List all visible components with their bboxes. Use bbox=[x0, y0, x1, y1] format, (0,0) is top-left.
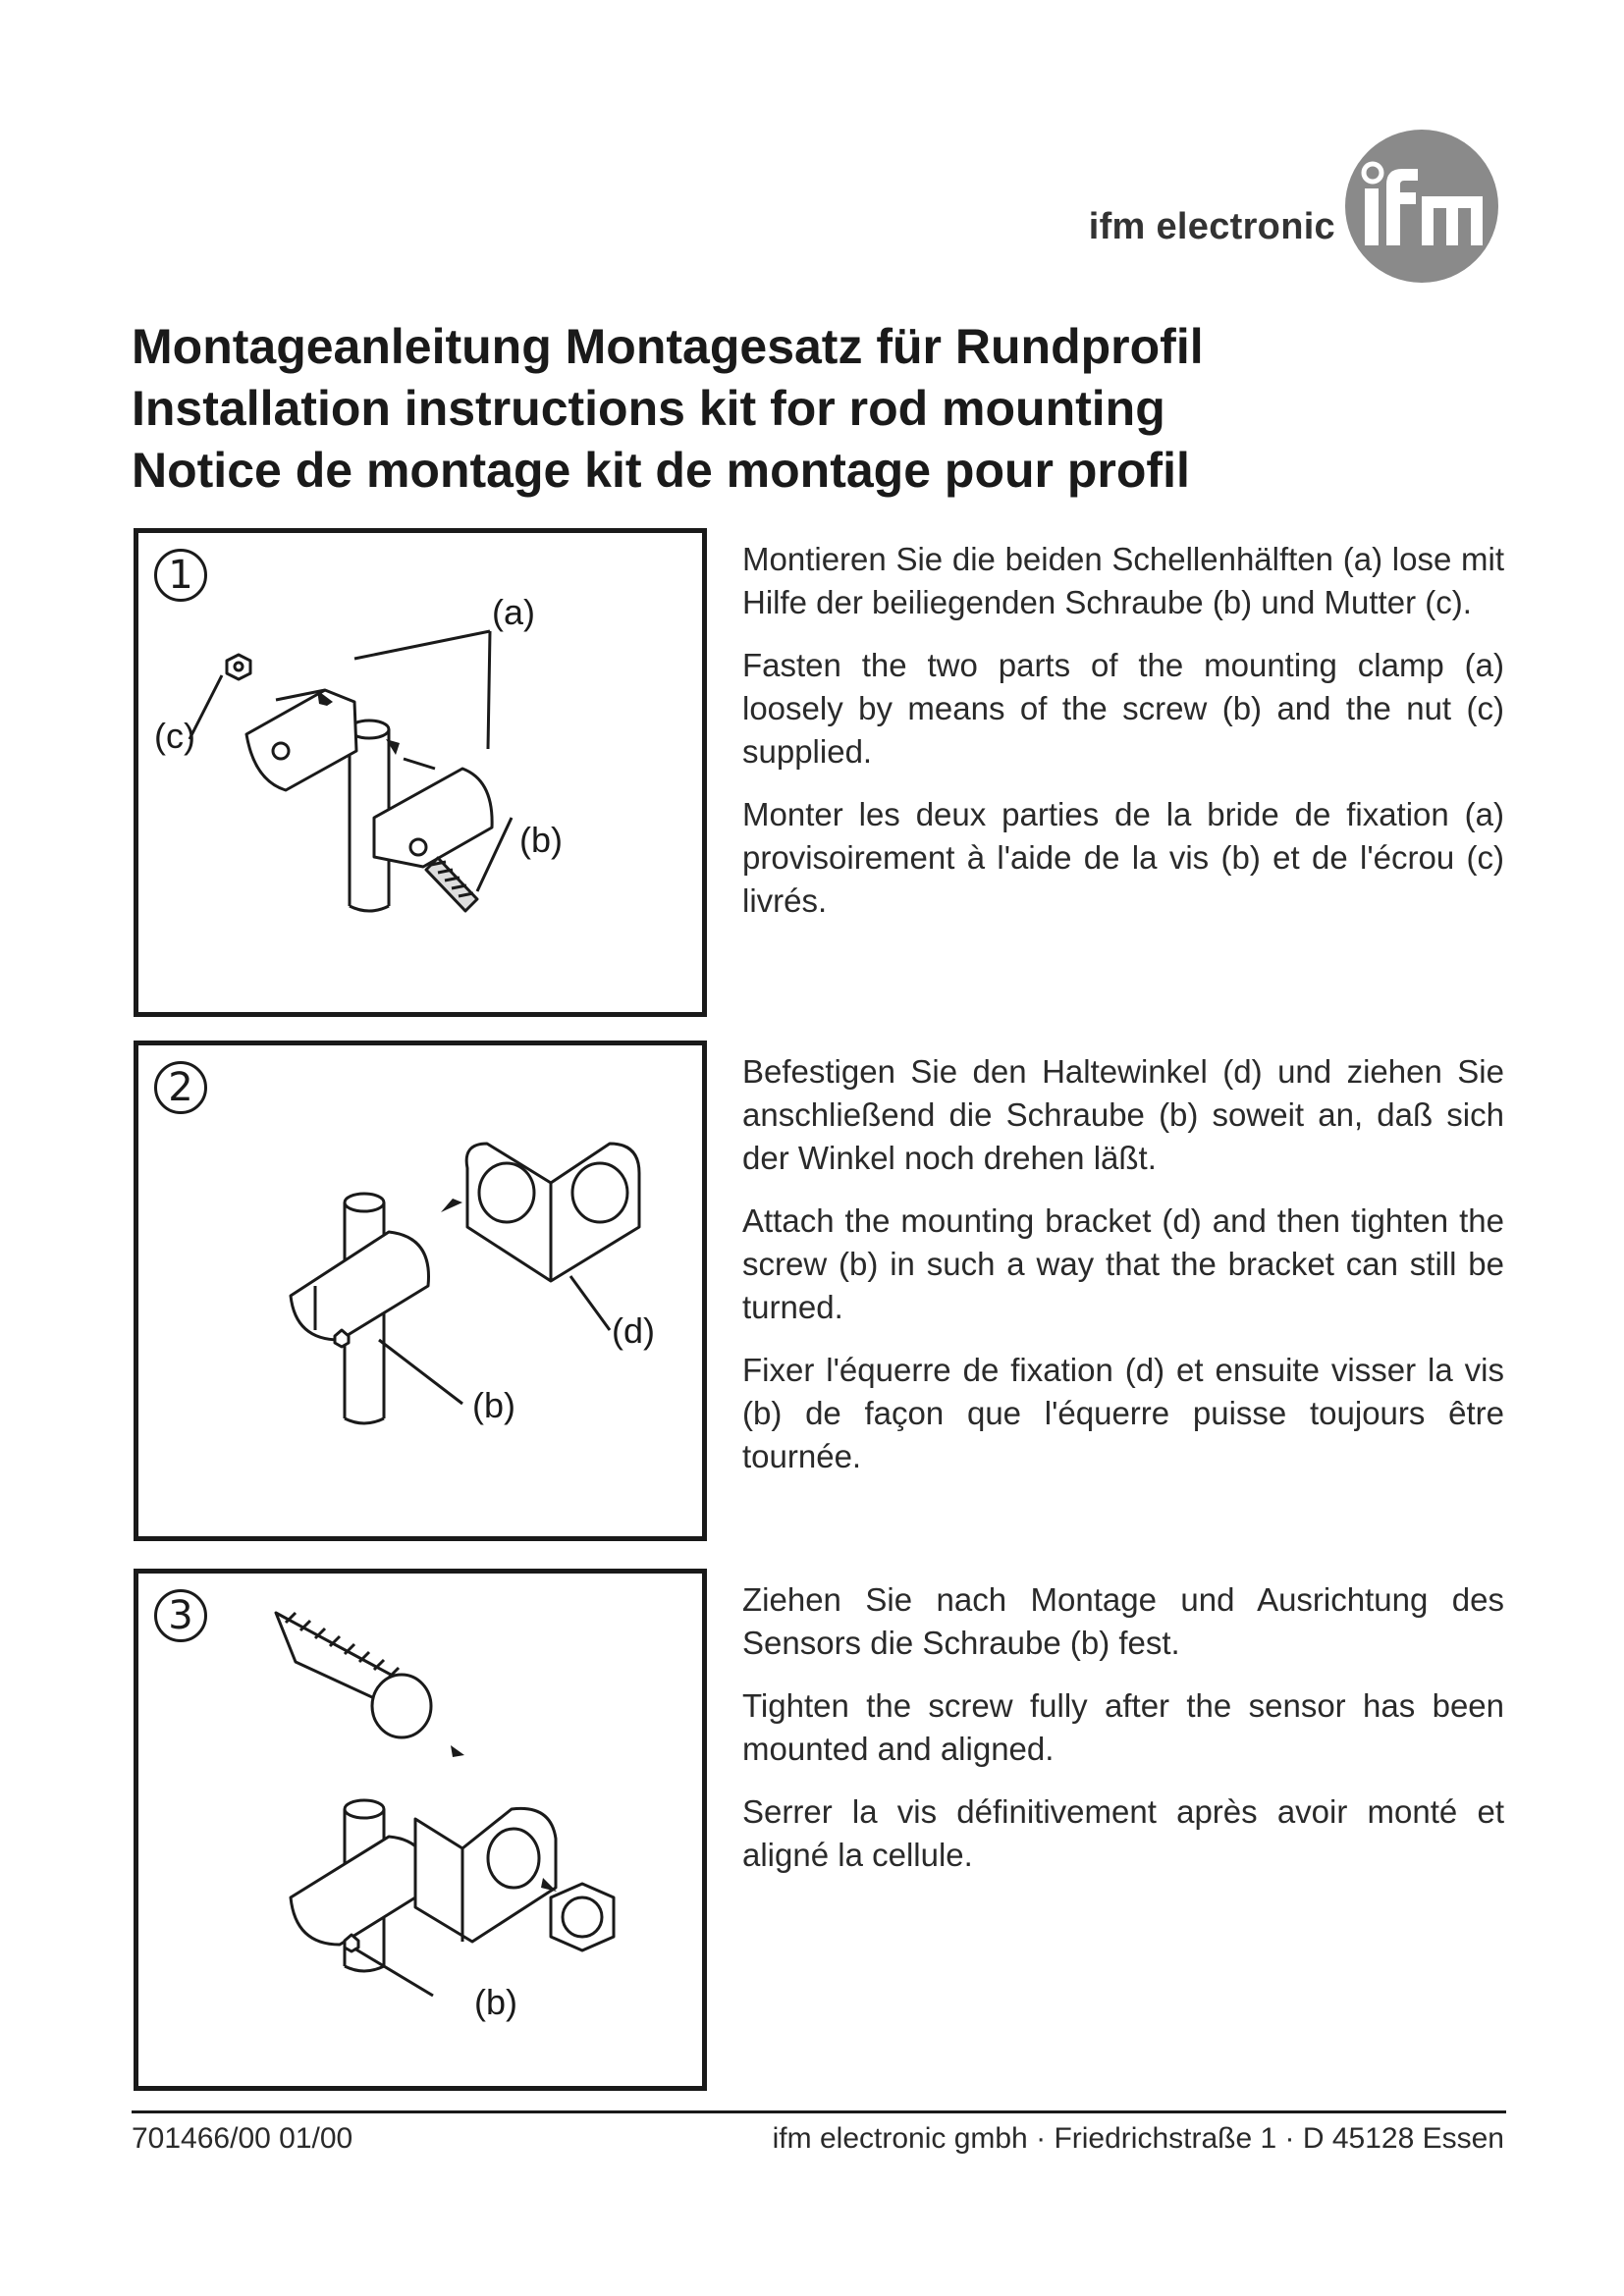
street-address: Friedrichstraße 1 bbox=[1054, 2122, 1277, 2155]
brand-name: ifm electronic bbox=[1088, 206, 1335, 247]
step-1-callout-b: (b) bbox=[519, 820, 563, 860]
step-3-german: Ziehen Sie nach Montage und Ausrichtung des Sensors die Schraube (b) fest. bbox=[742, 1581, 1504, 1661]
separator-2: · bbox=[1284, 2122, 1295, 2155]
step-1-french: Monter les deux parties de la bride de fixation (a) provisoirement à l'aide de la vis (b) et de l'écrou (c) livrés. bbox=[742, 796, 1504, 919]
step-1-callout-c: (c) bbox=[154, 716, 195, 756]
step-2-callout-d: (d) bbox=[612, 1310, 655, 1351]
title-french: Notice de montage kit de montage pour profil bbox=[132, 443, 1190, 498]
sensor-mount-drawing bbox=[138, 1574, 702, 2086]
title-english: Installation instructions kit for rod mounting bbox=[132, 381, 1165, 436]
step-2-callout-b: (b) bbox=[472, 1385, 515, 1425]
step-3-illustration bbox=[134, 1569, 707, 2091]
step-1-callout-a: (a) bbox=[492, 592, 535, 632]
bracket-attach-drawing bbox=[138, 1045, 702, 1536]
step-1-german: Montieren Sie die beiden Schellenhälften (a) lose mit Hilfe der beiliegenden Schraube (b) und Mutter (c). bbox=[742, 541, 1504, 620]
footer-divider bbox=[132, 2110, 1506, 2113]
step-3-english: Tighten the screw fully after the sensor has been mounted and aligned. bbox=[742, 1687, 1504, 1767]
title-german: Montageanleitung Montagesatz für Rundprofil bbox=[132, 319, 1204, 374]
company-address bbox=[773, 2122, 1504, 2156]
step-3-text bbox=[742, 1578, 1504, 1896]
step-2-german: Befestigen Sie den Haltewinkel (d) und ziehen Sie anschließend die Schraube (b) soweit an, daß sich der Winkel noch drehen läßt. bbox=[742, 1053, 1504, 1176]
title-block bbox=[132, 316, 1506, 502]
city-postcode: D 45128 Essen bbox=[1302, 2122, 1504, 2155]
step-2-text bbox=[742, 1050, 1504, 1498]
document-id: 701466/00 01/00 bbox=[132, 2122, 353, 2155]
step-2-number: 2 bbox=[154, 1061, 207, 1114]
clamp-assembly-drawing bbox=[138, 533, 702, 1012]
step-3-number: 3 bbox=[154, 1589, 207, 1642]
step-1-number: 1 bbox=[154, 549, 207, 602]
company-name: ifm electronic gmbh bbox=[772, 2122, 1028, 2155]
step-2-illustration bbox=[134, 1041, 707, 1541]
step-3-callout-b: (b) bbox=[474, 1982, 517, 2022]
step-1-illustration bbox=[134, 528, 707, 1017]
step-2-french: Fixer l'équerre de fixation (d) et ensuite visser la vis (b) de façon que l'équerre puisse toujours être tournée. bbox=[742, 1352, 1504, 1474]
ifm-logo bbox=[1343, 128, 1500, 285]
step-1-text bbox=[742, 538, 1504, 942]
step-2-english: Attach the mounting bracket (d) and then tighten the screw (b) in such a way that the bracket can still be turned. bbox=[742, 1202, 1504, 1325]
step-3-french: Serrer la vis définitivement après avoir monté et aligné la cellule. bbox=[742, 1793, 1504, 1873]
step-1-english: Fasten the two parts of the mounting clamp (a) loosely by means of the screw (b) and the nut (c) supplied. bbox=[742, 647, 1504, 770]
separator-1: · bbox=[1036, 2122, 1047, 2155]
